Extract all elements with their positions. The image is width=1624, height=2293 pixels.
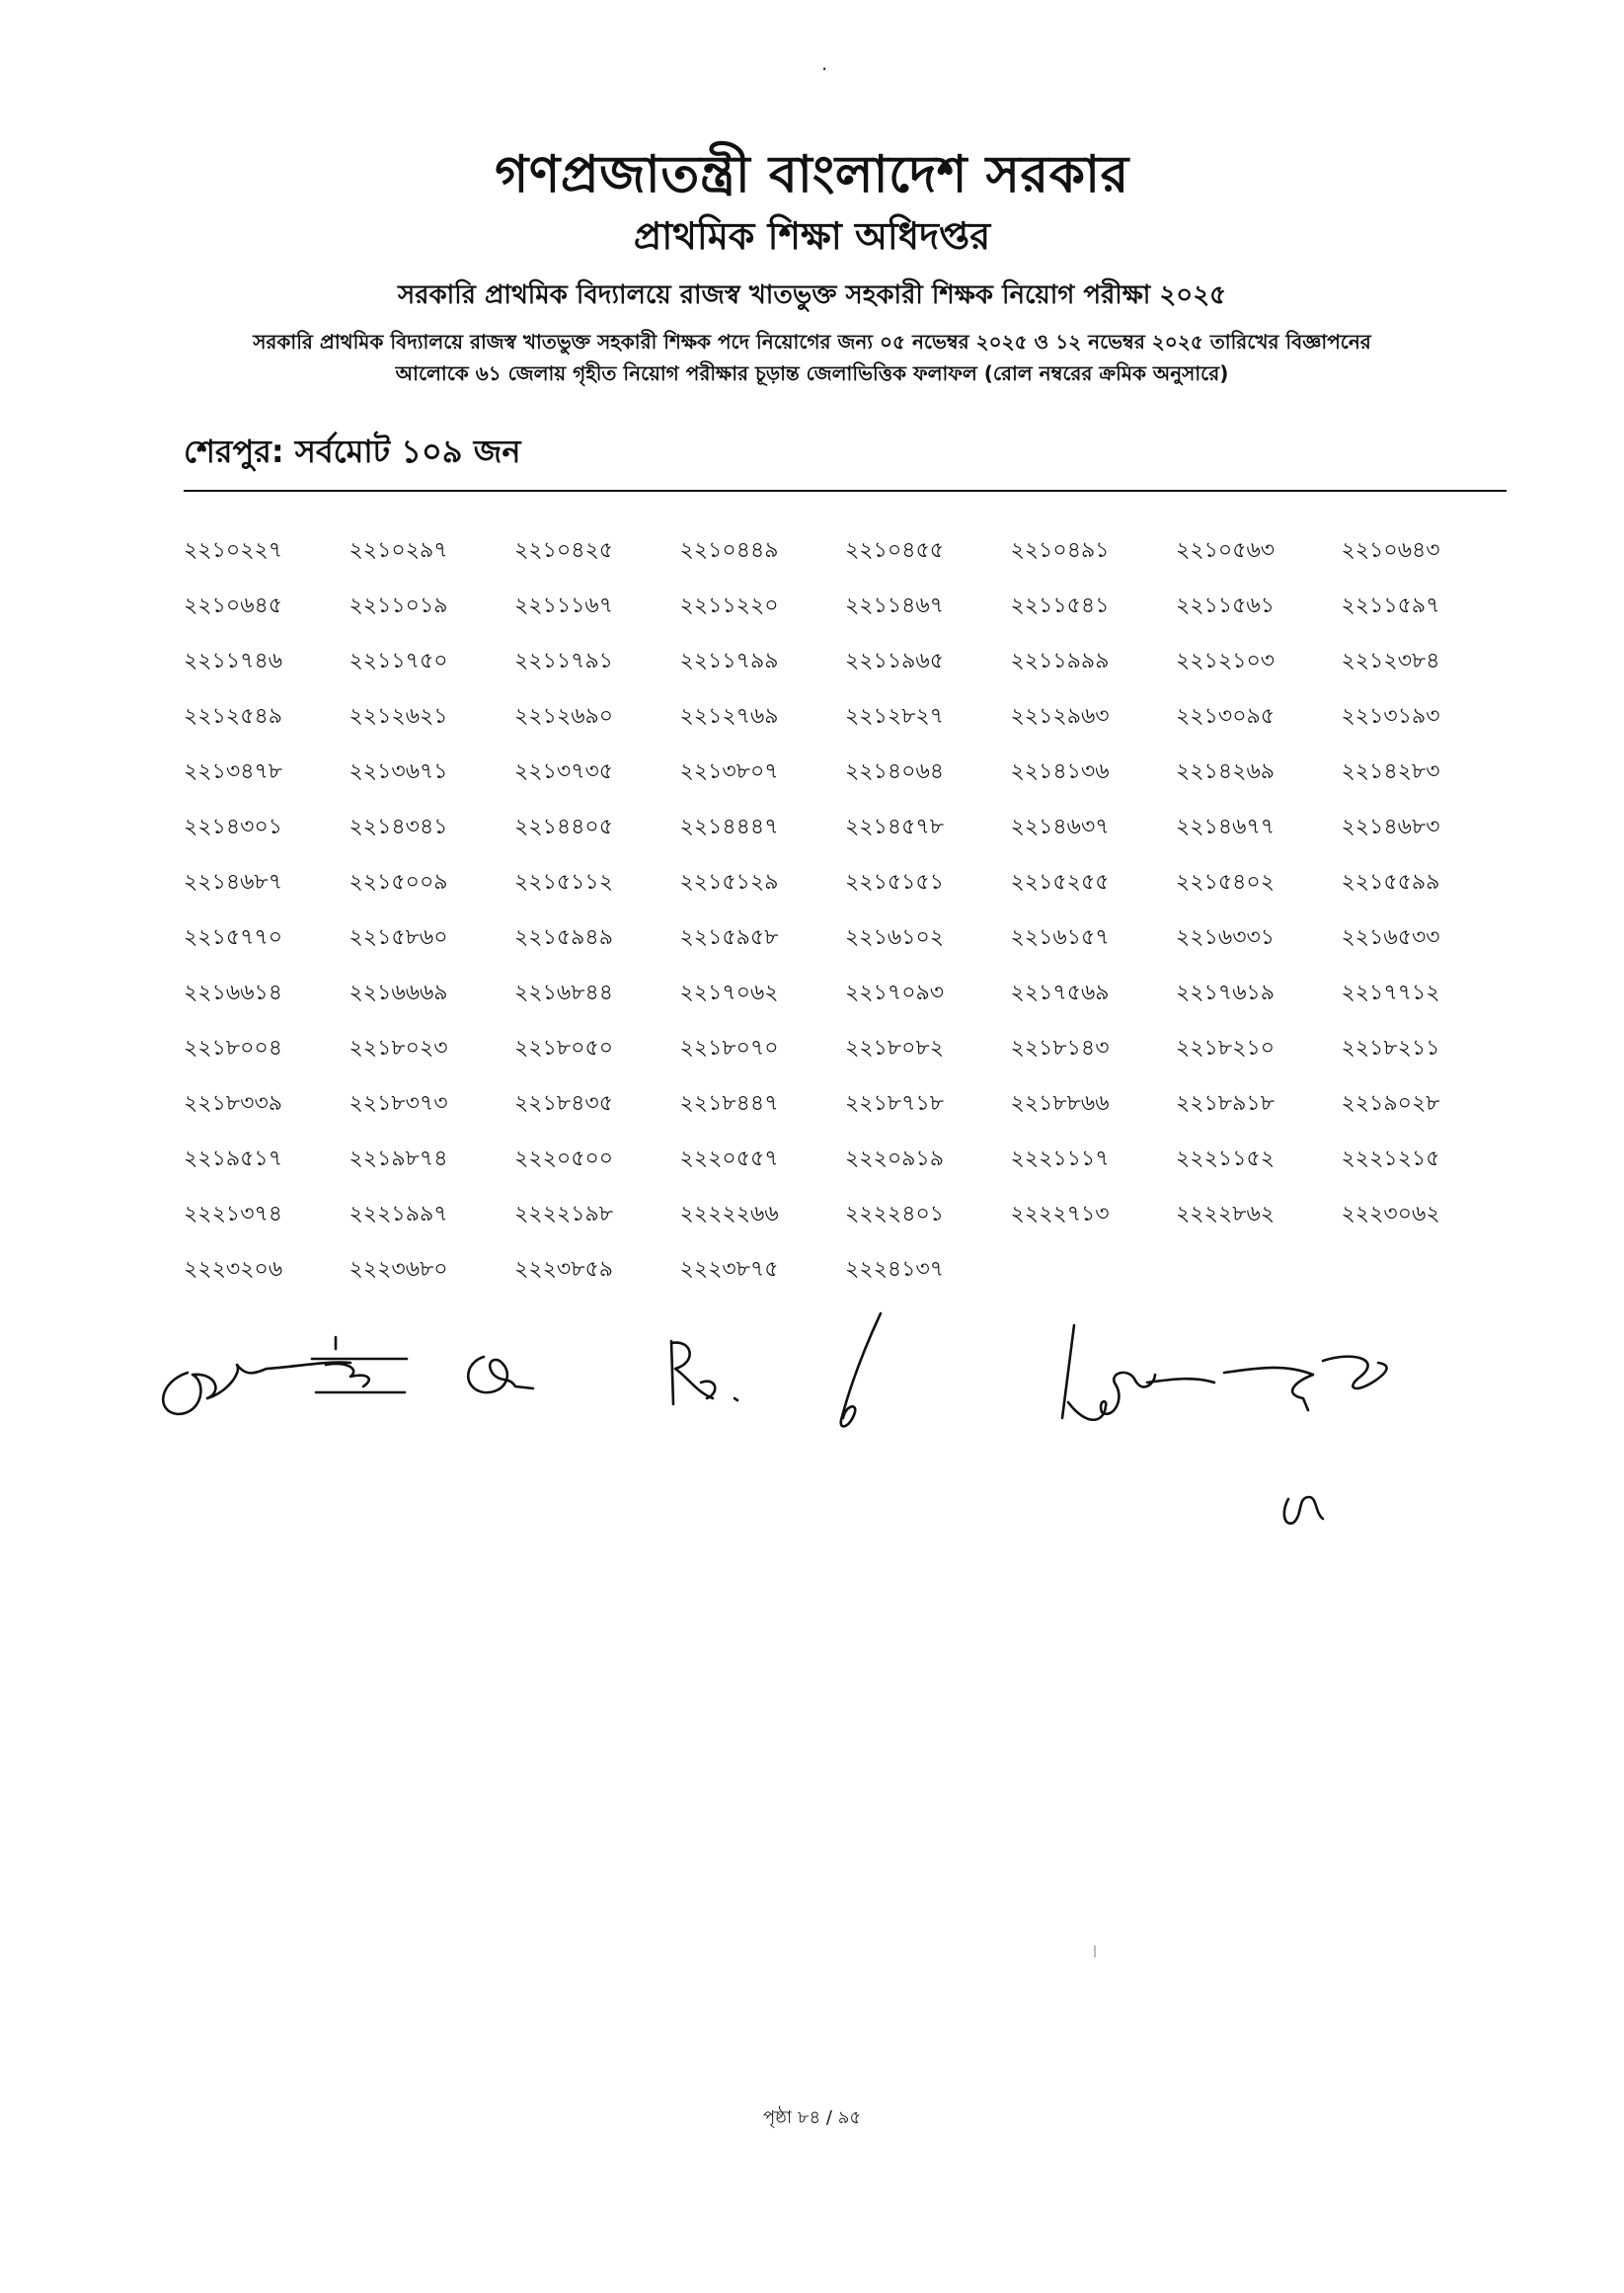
roll-number: ২২১৮২১০	[1176, 1036, 1276, 1061]
signature-6	[1062, 1325, 1387, 1420]
roll-number: ২২১২৬২১	[348, 704, 448, 729]
roll-number: ২২১৮০৫০	[514, 1036, 614, 1061]
roll-number: ২২১০৪৫৫	[845, 538, 945, 563]
roll-number: ২২১২৫৪৯	[184, 704, 283, 729]
signature-1	[163, 1363, 350, 1414]
roll-number: ২২১২১০৩	[1176, 649, 1276, 673]
roll-number: ২২১৬১০২	[845, 925, 945, 950]
roll-number: ২২১১৫৯৭	[1341, 593, 1440, 618]
signatures	[148, 1304, 1510, 1560]
roll-number: ২২২২৪০১	[845, 1202, 945, 1226]
intro-line-1: সরকারি প্রাথমিক বিদ্যালয়ে রাজস্ব খাতভুক্ত সহকারী শিক্ষক পদে নিয়োগের জন্য ০৫ নভেম্বর ২০২৫ ও ১২ নভেম্বর ২০২৫ তারিখের বিজ্ঞাপনের	[253, 330, 1371, 354]
roll-number: ২২১৭০৬২	[679, 981, 779, 1005]
roll-number: ২২২৩২০৬	[184, 1257, 283, 1282]
roll-number: ২২১৪১৩৬	[1010, 759, 1110, 784]
roll-number: ২২২৩৬৮০	[348, 1257, 448, 1282]
roll-number: ২২১২৮২৭	[845, 704, 945, 729]
roll-number: ২২১৬৬১৪	[184, 981, 283, 1005]
roll-number: ২২১১৭৪৬	[184, 649, 283, 673]
signature-5	[841, 1313, 881, 1426]
roll-number: ২২২২৭১৩	[1010, 1202, 1110, 1226]
signature-2	[312, 1337, 407, 1392]
signature-3	[468, 1357, 533, 1392]
roll-number: ২২১০৪৪৯	[679, 538, 779, 563]
heading-divider	[184, 490, 1507, 492]
roll-number: ২২১৪৬৮৭	[184, 870, 283, 895]
scan-mark	[1094, 1945, 1096, 1957]
roll-number: ২২১০২২৭	[184, 538, 283, 563]
roll-number: ২২১৮০০৪	[184, 1036, 283, 1061]
roll-number: ২২১১৭৯৯	[679, 649, 779, 673]
roll-number: ২২১৬৬৬৯	[348, 981, 448, 1005]
roll-number: ২২১৪৬৮৩	[1341, 815, 1440, 839]
roll-number: ২২১১১৬৭	[514, 593, 614, 618]
page-number: পৃষ্ঠা ৮৪ / ৯৫	[762, 2107, 862, 2128]
roll-number: ২২১৮৩৩৯	[184, 1091, 283, 1116]
roll-number: ২২১৪২৮৩	[1341, 759, 1440, 784]
roll-number: ২২১৩১৯৩	[1341, 704, 1440, 729]
roll-number: ২২১৪৬৩৭	[1010, 815, 1110, 839]
roll-number: ২২১৪০৬৪	[845, 759, 945, 784]
roll-number: ২২১৫৮৬০	[348, 925, 448, 950]
roll-number: ২২১৮৭১৮	[845, 1091, 945, 1116]
roll-number: ২২২৩৮৭৫	[679, 1257, 779, 1282]
government-title: গণপ্রজাতন্ত্রী বাংলাদেশ সরকার	[495, 145, 1129, 204]
roll-number: ২২১৫৪০২	[1176, 870, 1276, 895]
roll-number: ২২১৩৮০৭	[679, 759, 779, 784]
roll-number: ২২২১২১৫	[1341, 1146, 1440, 1171]
intro-paragraph	[178, 326, 1446, 389]
roll-number: ২২১১৭৫০	[348, 649, 448, 673]
roll-number: ২২১২৭৬৯	[679, 704, 779, 729]
roll-number: ২২১৭৭১২	[1341, 981, 1440, 1005]
roll-number: ২২২১১১৭	[1010, 1146, 1110, 1171]
roll-number: ২২১৫১২৯	[679, 870, 779, 895]
roll-number: ২২১৩৬৭১	[348, 759, 448, 784]
roll-number: ২২১৪৩০১	[184, 815, 283, 839]
roll-number: ২২১৭৬১৯	[1176, 981, 1276, 1005]
roll-number: ২২১১৯৯৯	[1010, 649, 1110, 673]
roll-number: ২২১৬৩৩১	[1176, 925, 1276, 950]
roll-number: ২২১৩৪৭৮	[184, 759, 283, 784]
roll-number: ২২১৬১৫৭	[1010, 925, 1110, 950]
roll-number: ২২১৩০৯৫	[1176, 704, 1276, 729]
department-title: প্রাথমিক শিক্ষা অধিদপ্তর	[633, 214, 991, 258]
roll-number: ২২২২১৯৮	[514, 1202, 614, 1226]
roll-number: ২২১১৪৬৭	[845, 593, 945, 618]
roll-number: ২২১৯৫১৭	[184, 1146, 283, 1171]
district-heading: শেরপুর: সর্বমোট ১০৯ জন	[184, 433, 521, 470]
roll-number: ২২২০৯১৯	[845, 1146, 945, 1171]
roll-number: ২২১৮০২৩	[348, 1036, 448, 1061]
roll-number: ২২১৪৪০৫	[514, 815, 614, 839]
roll-number: ২২১২৬৯০	[514, 704, 614, 729]
roll-number: ২২২১৩৭৪	[184, 1202, 283, 1226]
roll-number: ২২২১১৫২	[1176, 1146, 1276, 1171]
roll-number: ২২১১৫৪১	[1010, 593, 1110, 618]
roll-number: ২২১৭৫৬৯	[1010, 981, 1110, 1005]
roll-number: ২২১৮৪৩৫	[514, 1091, 614, 1116]
roll-number: ২২১৪৩৪১	[348, 815, 448, 839]
roll-number: ২২১১৯৬৫	[845, 649, 945, 673]
roll-number: ২২১২৯৬৩	[1010, 704, 1110, 729]
roll-number: ২২১৩৭৩৫	[514, 759, 614, 784]
roll-number: ২২১০৪২৫	[514, 538, 614, 563]
initial-mark	[1284, 1497, 1323, 1524]
roll-number: ২২১৫০০৯	[348, 870, 448, 895]
roll-number: ২২১৪৬৭৭	[1176, 815, 1276, 839]
roll-number: ২২১৫৯৫৮	[679, 925, 779, 950]
roll-number: ২২১৮৮৬৬	[1010, 1091, 1110, 1116]
intro-line-2: আলোকে ৬১ জেলায় গৃহীত নিয়োগ পরীক্ষার চূড়ান্ত জেলাভিত্তিক ফলাফল (রোল নম্বরের ক্রমিক অনুসারে)	[395, 361, 1229, 385]
roll-number: ২২১০৬৪৩	[1341, 538, 1440, 563]
exam-title: সরকারি প্রাথমিক বিদ্যালয়ে রাজস্ব খাতভুক্ত সহকারী শিক্ষক নিয়োগ পরীক্ষা ২০২৫	[398, 280, 1226, 310]
roll-number: ২২২১৯৯৭	[348, 1202, 448, 1226]
roll-number: ২২১৬৫৩৩	[1341, 925, 1440, 950]
roll-number: ২২১২৩৮৪	[1341, 649, 1440, 673]
roll-number: ২২১০২৯৭	[348, 538, 448, 563]
roll-number: ২২১০৪৯১	[1010, 538, 1110, 563]
roll-number: ২২১১৫৬১	[1176, 593, 1276, 618]
roll-number: ২২১৫৭৭০	[184, 925, 283, 950]
roll-number: ২২১৪৪৪৭	[679, 815, 779, 839]
roll-number: ২২২৩৮৫৯	[514, 1257, 614, 1282]
roll-number: ২২১০৫৬৩	[1176, 538, 1276, 563]
roll-number: ২২১৫৯৪৯	[514, 925, 613, 950]
roll-number: ২২১৪৫৭৮	[845, 815, 945, 839]
roll-number: ২২২০৫৫৭	[679, 1146, 779, 1171]
roll-number: ২২১৬৮৪৪	[514, 981, 614, 1005]
roll-number: ২২২২৮৬২	[1176, 1202, 1276, 1226]
roll-number: ২২১৫৫৯৯	[1341, 870, 1440, 895]
roll-number: ২২১১২২০	[679, 593, 779, 618]
roll-number: ২২১৫১৫১	[845, 870, 944, 895]
roll-number: ২২১৭০৯৩	[845, 981, 945, 1005]
roll-number: ২২১৮০৭০	[679, 1036, 779, 1061]
scan-speck: .	[821, 51, 828, 75]
roll-number: ২২১৫১১২	[514, 870, 614, 895]
roll-number: ২২২৪১৩৭	[845, 1257, 945, 1282]
roll-number: ২২২২২৬৬	[679, 1202, 779, 1226]
roll-number: ২২১৮১৪৩	[1010, 1036, 1110, 1061]
roll-number: ২২১১৭৯১	[514, 649, 614, 673]
roll-number: ২২১১০১৯	[348, 593, 448, 618]
roll-number: ২২২৩০৬২	[1341, 1202, 1440, 1226]
roll-number: ২২১৮০৮২	[845, 1036, 945, 1061]
roll-number: ২২১৮৩৭৩	[348, 1091, 448, 1116]
roll-number: ২২২০৫০০	[514, 1146, 614, 1171]
roll-number: ২২১৯৮৭৪	[348, 1146, 448, 1171]
roll-number: ২২১৮২১১	[1341, 1036, 1440, 1061]
roll-number: ২২১৪২৬৯	[1176, 759, 1276, 784]
roll-number: ২২১০৬৪৫	[184, 593, 283, 618]
roll-number: ২২১৫২৫৫	[1010, 870, 1110, 895]
roll-number-grid	[184, 523, 1507, 1298]
roll-number: ২২১৮৯১৮	[1176, 1091, 1275, 1116]
roll-number: ২২১৮৪৪৭	[679, 1091, 779, 1116]
signature-4	[671, 1341, 737, 1404]
roll-number: ২২১৯০২৮	[1341, 1091, 1440, 1116]
